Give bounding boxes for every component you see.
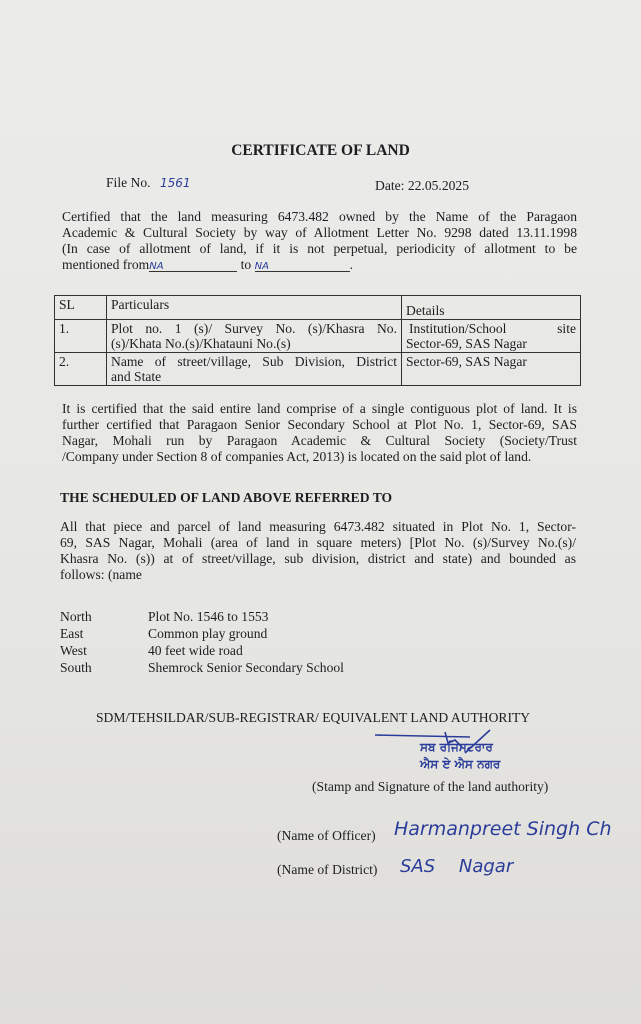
- paragraph-line: further certified that Paragaon Senior Secondary School at Plot No. 1, Sector-69, SAS: [62, 417, 577, 432]
- boundary-value: Common play ground: [148, 626, 268, 641]
- paragraph-line: follows: (name: [60, 567, 142, 582]
- period: .: [349, 257, 354, 272]
- cell-text: Sector-69, SAS Nagar: [406, 354, 527, 369]
- boundaries-list: [60, 608, 460, 678]
- intro-line: Academic & Cultural Society by way of Allotment Letter No. 9298 dated 13.11.1998: [62, 225, 577, 240]
- file-number: [106, 175, 191, 191]
- stamp-line-2: ਐਸ ਏ ਐਸ ਨਗਰ: [420, 757, 501, 771]
- to-label: to: [240, 257, 252, 272]
- paragraph-line: It is certified that the said entire land comprise of a single contiguous plot of land. It is: [62, 401, 577, 416]
- boundary-value: 40 feet wide road: [148, 643, 243, 658]
- document-title: CERTIFICATE OF LAND: [231, 142, 410, 159]
- cell-text: Institution/School site: [409, 321, 576, 336]
- table-header-row: [55, 296, 581, 320]
- cell-text: Sector-69, SAS Nagar: [406, 336, 527, 351]
- district-name: SAS Nagar: [400, 856, 514, 877]
- cell-text: (s)/Khata No.(s)/Khatauni No.(s): [111, 336, 291, 351]
- cell-text: Name of street/village, Sub Division, District: [111, 354, 397, 369]
- paragraph-line: Khasra No. (s)) at of street/village, sub division, district and state) and bounded as: [60, 551, 576, 566]
- document-date: Date: 22.05.2025: [375, 178, 470, 193]
- cell-text: and State: [111, 369, 162, 384]
- file-no-label: File No.: [106, 175, 151, 190]
- direction: East: [60, 626, 84, 641]
- to-value: NA: [254, 261, 269, 272]
- cell-sl: 1.: [55, 320, 107, 353]
- officer-label: (Name of Officer): [277, 828, 376, 843]
- stamp-line-1: ਸਬ ਰਜਿਸਟਰਾਰ: [420, 740, 493, 754]
- table-row: [55, 353, 581, 386]
- authority-title: SDM/TEHSILDAR/SUB-REGISTRAR/ EQUIVALENT LAND AUTHORITY: [96, 710, 531, 725]
- intro-line: [62, 257, 577, 273]
- schedule-heading: THE SCHEDULED OF LAND ABOVE REFERRED TO: [60, 490, 393, 505]
- direction: North: [60, 609, 92, 624]
- paragraph-line: /Company under Section 8 of companies Act, 2013) is located on the said plot of land.: [62, 449, 532, 464]
- boundary-value: Shemrock Senior Secondary School: [148, 660, 344, 675]
- paragraph-line: 69, SAS Nagar, Mohali (area of land in square meters) [Plot No. (s)/Survey No.(s)/: [60, 535, 576, 550]
- file-no-value: 1561: [159, 176, 191, 190]
- officer-name: Harmanpreet Singh Ch: [394, 818, 612, 840]
- direction: South: [60, 660, 92, 675]
- table-row: [55, 320, 581, 353]
- intro-paragraph: [62, 209, 577, 273]
- direction: West: [60, 643, 87, 658]
- cell-particulars: [107, 353, 402, 386]
- from-value: NA: [149, 261, 164, 272]
- paragraph-line: All that piece and parcel of land measuring 6473.482 situated in Plot No. 1, Sector-: [60, 519, 576, 534]
- header-details: Details: [402, 296, 581, 320]
- schedule-paragraph: [60, 519, 576, 583]
- cell-sl: 2.: [55, 353, 107, 386]
- mentioned-from-label: mentioned from: [62, 257, 150, 272]
- cell-particulars: [107, 320, 402, 353]
- intro-line: (In case of allotment of land, if it is not perpetual, periodicity of allotment to be: [62, 241, 577, 256]
- intro-line: Certified that the land measuring 6473.482 owned by the Name of the Paragaon: [62, 209, 577, 224]
- certification-paragraph: [62, 401, 577, 465]
- stamp-signature-label: (Stamp and Signature of the land authority): [312, 779, 549, 794]
- land-details-table: [54, 295, 581, 386]
- paragraph-line: Nagar, Mohali run by Paragaon Academic & Cultural Society (Society/Trust: [62, 433, 577, 448]
- header-particulars: Particulars: [107, 296, 402, 320]
- cell-details: [402, 320, 581, 353]
- cell-details: [402, 353, 581, 386]
- header-sl: SL: [55, 296, 107, 320]
- boundary-value: Plot No. 1546 to 1553: [148, 609, 269, 624]
- district-label: (Name of District): [277, 862, 378, 877]
- cell-text: Plot no. 1 (s)/ Survey No. (s)/Khasra No.: [111, 321, 397, 336]
